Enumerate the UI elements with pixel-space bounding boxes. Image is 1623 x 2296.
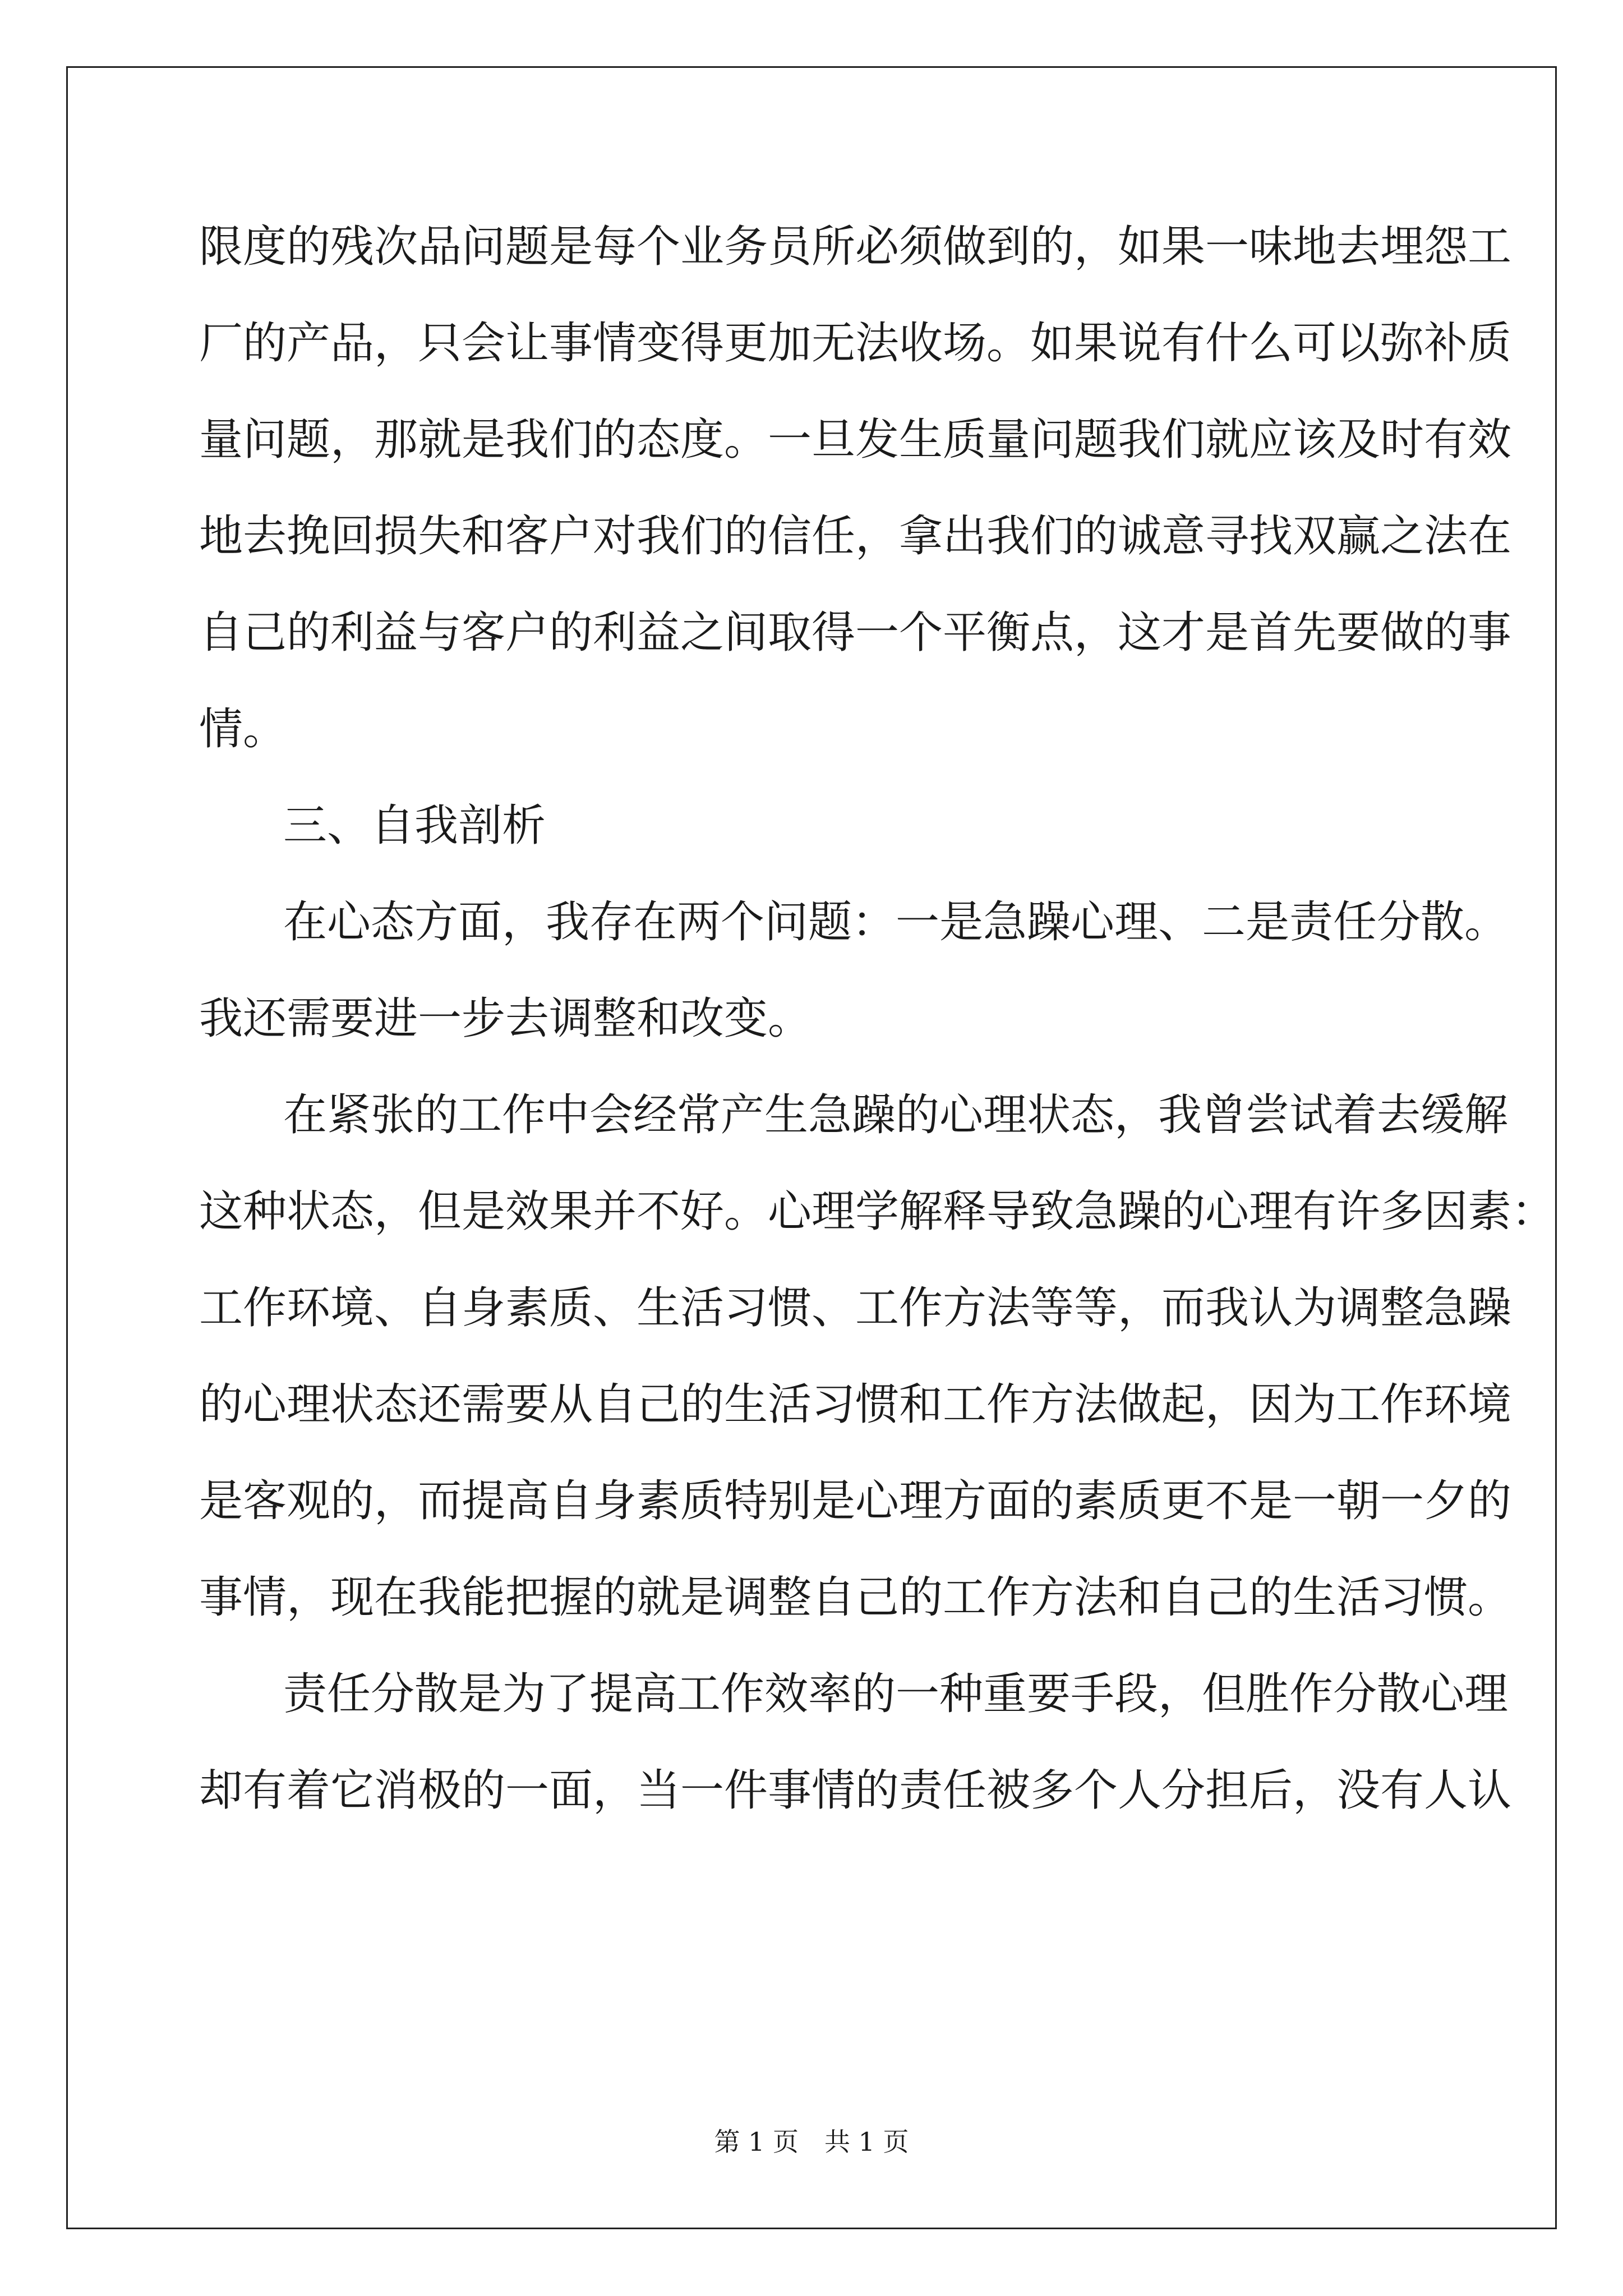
- section-heading: 三、自我剖析: [283, 800, 546, 851]
- text-line: 在紧张的工作中会经常产生急躁的心理状态，我曾尝试着去缓解: [283, 1090, 1509, 1140]
- page-number-footer: 第 1 页 共 1 页: [714, 2127, 909, 2157]
- text-line: 事情，现在我能把握的就是调整自己的工作方法和自己的生活习惯。: [199, 1572, 1512, 1623]
- text-line: 责任分散是为了提高工作效率的一种重要手段，但胜作分散心理: [283, 1669, 1509, 1719]
- text-line: 我还需要进一步去调整和改变。: [199, 993, 812, 1044]
- text-line: 的心理状态还需要从自己的生活习惯和工作方法做起，因为工作环境: [199, 1379, 1512, 1430]
- text-line: 情。: [199, 704, 287, 754]
- text-line: 是客观的，而提高自身素质特别是心理方面的素质更不是一朝一夕的: [199, 1476, 1512, 1526]
- text-line: 厂的产品，只会让事情变得更加无法收场。如果说有什么可以弥补质: [199, 318, 1512, 369]
- text-line: 工作环境、自身素质、生活习惯、工作方法等等，而我认为调整急躁: [199, 1283, 1512, 1333]
- text-line: 限度的残次品问题是每个业务员所必须做到的，如果一味地去埋怨工: [199, 222, 1512, 272]
- text-line: 在心态方面，我存在两个问题：一是急躁心理、二是责任分散。: [283, 897, 1509, 947]
- text-line: 量问题，那就是我们的态度。一旦发生质量问题我们就应该及时有效: [199, 415, 1512, 465]
- text-line: 却有着它消极的一面，当一件事情的责任被多个人分担后，没有人认: [199, 1765, 1512, 1816]
- text-line: 地去挽回损失和客户对我们的信任，拿出我们的诚意寻找双赢之法在: [199, 511, 1512, 562]
- text-line: 这种状态，但是效果并不好。心理学解释导致急躁的心理有许多因素：: [199, 1186, 1556, 1237]
- text-line: 自己的利益与客户的利益之间取得一个平衡点，这才是首先要做的事: [199, 608, 1512, 658]
